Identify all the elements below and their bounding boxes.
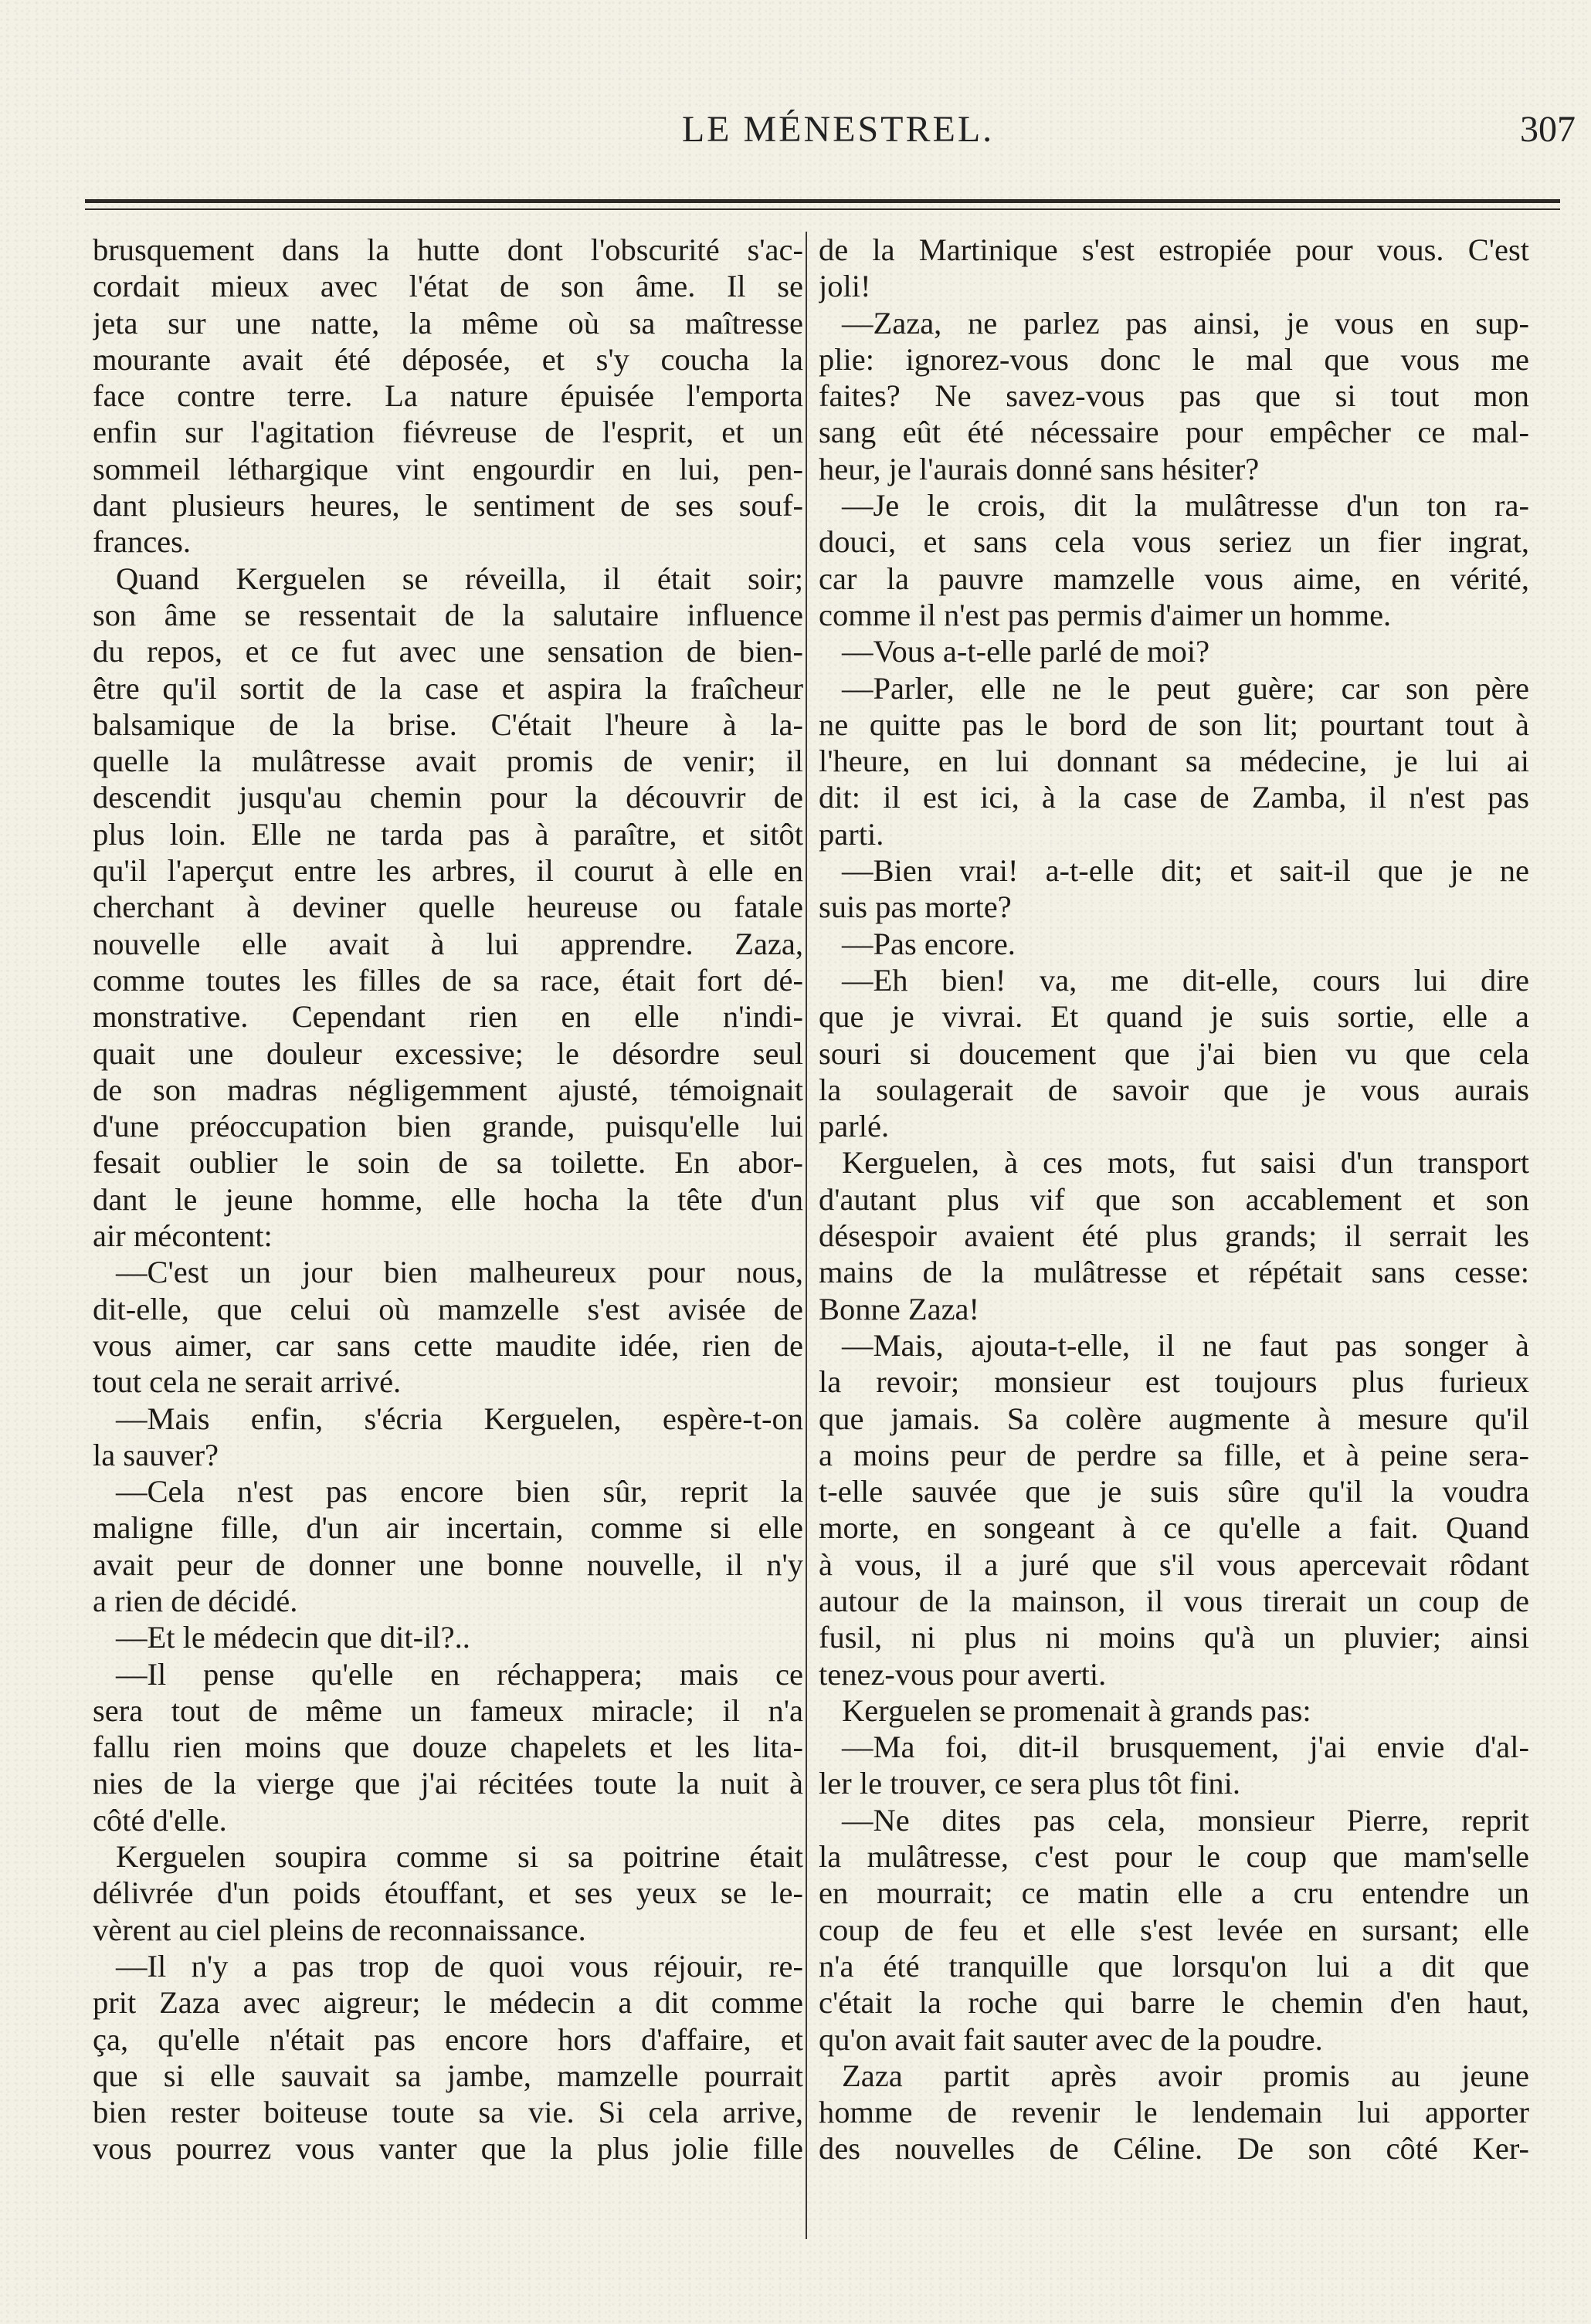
text-line: souri si doucement que j'ai bien vu que cela [819, 1035, 1529, 1071]
text-line: tout cela ne serait arrivé. [93, 1364, 402, 1400]
page-number: 307 [1520, 109, 1576, 150]
text-line: face contre terre. La nature épuisée l'emporta [93, 378, 803, 414]
text-line: la soulagerait de savoir que je vous aurais [819, 1072, 1529, 1107]
header-rule-thick [85, 199, 1560, 203]
text-line: —Bien vrai! a-t-elle dit; et sait-il que je ne [842, 853, 1529, 889]
text-line: à vous, il a juré que s'il vous apercevait rôdant [819, 1547, 1529, 1582]
text-line: tenez-vous pour averti. [819, 1656, 1107, 1692]
text-line: comme il n'est pas permis d'aimer un homme. [819, 597, 1392, 632]
text-line: de son madras négligemment ajusté, témoignait [93, 1072, 803, 1107]
text-line: en mourrait; ce matin elle a cru entendre un [819, 1875, 1529, 1911]
header-rule-thin [85, 208, 1560, 210]
text-line: prit Zaza avec aigreur; le médecin a dit comme [93, 1985, 803, 2021]
text-line: a moins peur de perdre sa fille, et à peine sera- [819, 1437, 1529, 1472]
right-column [819, 232, 1529, 2167]
text-line: —Ma foi, dit-il brusquement, j'ai envie d'al- [842, 1729, 1529, 1765]
text-line: autour de la mainson, il vous tirerait un coup de [819, 1583, 1529, 1618]
text-line: —C'est un jour bien malheureux pour nous, [116, 1255, 803, 1290]
text-line: mourante avait été déposée, et s'y coucha la [93, 341, 803, 377]
text-line: quait une douleur excessive; le désordre seul [93, 1035, 803, 1071]
text-line: n'a été tranquille que lorsqu'on lui a dit que [819, 1948, 1529, 1984]
text-line: monstrative. Cependant rien en elle n'indi- [93, 999, 803, 1035]
text-line: délivrée d'un poids étouffant, et ses yeux se le- [93, 1875, 803, 1911]
text-line: Zaza partit après avoir promis au jeune [842, 2058, 1529, 2093]
text-line: homme de revenir le lendemain lui apporter [819, 2095, 1529, 2130]
text-line: côté d'elle. [93, 1802, 227, 1838]
text-line: fallu rien moins que douze chapelets et les lita- [93, 1729, 803, 1765]
text-line: Quand Kerguelen se réveilla, il était soir; [116, 561, 803, 596]
text-line: dit: il est ici, à la case de Zamba, il n'est pas [819, 780, 1529, 815]
text-line: brusquement dans la hutte dont l'obscurité s'ac- [93, 232, 803, 267]
text-line: bien rester boiteuse toute sa vie. Si cela arrive, [93, 2095, 803, 2130]
text-line: car la pauvre mamzelle vous aime, en vérité, [819, 561, 1529, 596]
text-line: —Cela n'est pas encore bien sûr, reprit la [116, 1474, 803, 1509]
text-line: la sauver? [93, 1437, 219, 1472]
text-line: fesait oublier le soin de sa toilette. En abor- [93, 1145, 803, 1181]
text-line: du repos, et ce fut avec une sensation de bien- [93, 634, 803, 669]
text-line: morte, en songeant à ce qu'elle a fait. Quand [819, 1510, 1529, 1546]
text-line: coup de feu et elle s'est levée en sursant; elle [819, 1912, 1529, 1947]
text-line: dant le jeune homme, elle hocha la tête d'un [93, 1181, 803, 1217]
text-line: balsamique de la brise. C'était l'heure à la- [93, 706, 803, 742]
text-line: que je vivrai. Et quand je suis sortie, elle a [819, 999, 1529, 1035]
text-line: nies de la vierge que j'ai récitées toute la nuit à [93, 1766, 803, 1801]
text-line: descendit jusqu'au chemin pour la découvrir de [93, 780, 803, 815]
text-line: que si elle sauvait sa jambe, mamzelle pourrait [93, 2058, 803, 2093]
text-line: jeta sur une natte, la même où sa maîtresse [93, 305, 803, 340]
text-line: que jamais. Sa colère augmente à mesure qu'il [819, 1401, 1529, 1436]
text-line: Kerguelen soupira comme si sa poitrine était [116, 1839, 803, 1875]
left-column [93, 232, 803, 2167]
text-line: son âme se ressentait de la salutaire influence [93, 597, 803, 632]
text-line: douci, et sans cela vous seriez un fier ingrat, [819, 524, 1529, 560]
text-line: —Il pense qu'elle en réchappera; mais ce [116, 1656, 803, 1692]
text-line: parti. [819, 816, 884, 852]
text-line: —Je le crois, dit la mulâtresse d'un ton ra- [842, 488, 1529, 523]
text-line: faites? Ne savez-vous pas que si tout mon [819, 378, 1529, 414]
text-line: mains de la mulâtresse et répétait sans cesse: [819, 1255, 1529, 1290]
column-divider [806, 232, 807, 2239]
text-line: —Vous a-t-elle parlé de moi? [842, 634, 1210, 669]
text-line: sera tout de même un fameux miracle; il n'a [93, 1692, 803, 1728]
text-line: plus loin. Elle ne tarda pas à paraître, et sitôt [93, 816, 803, 852]
text-line: t-elle sauvée que je suis sûre qu'il la voudra [819, 1474, 1529, 1509]
text-line: sang eût été nécessaire pour empêcher ce mal- [819, 415, 1529, 450]
text-line: c'était la roche qui barre le chemin d'en haut, [819, 1985, 1529, 2021]
text-line: suis pas morte? [819, 889, 1012, 925]
text-line: dant plusieurs heures, le sentiment de ses souf- [93, 488, 803, 523]
text-line: frances. [93, 524, 192, 560]
text-line: avait peur de donner une bonne nouvelle, il n'y [93, 1547, 803, 1582]
text-line: —Mais enfin, s'écria Kerguelen, espère-t-on [116, 1401, 803, 1436]
text-line: cherchant à deviner quelle heureuse ou fatale [93, 889, 803, 925]
text-line: joli! [819, 269, 871, 304]
text-line: —Zaza, ne parlez pas ainsi, je vous en sup- [842, 305, 1529, 340]
text-line: enfin sur l'agitation fiévreuse de l'esprit, et un [93, 415, 803, 450]
text-line: —Parler, elle ne le peut guère; car son père [842, 670, 1529, 706]
text-line: Bonne Zaza! [819, 1291, 980, 1326]
text-line: plie: ignorez-vous donc le mal que vous me [819, 341, 1529, 377]
text-line: Kerguelen se promenait à grands pas: [842, 1692, 1311, 1728]
text-line: a rien de décidé. [93, 1583, 298, 1618]
text-line: d'une préoccupation bien grande, puisqu'elle lui [93, 1109, 803, 1144]
text-line: cordait mieux avec l'état de son âme. Il se [93, 269, 803, 304]
text-line: maligne fille, d'un air incertain, comme si elle [93, 1510, 803, 1546]
text-line: vèrent au ciel pleins de reconnaissance. [93, 1912, 586, 1947]
text-line: fusil, ni plus ni moins qu'à un pluvier; ainsi [819, 1620, 1529, 1655]
text-line: ne quitte pas le bord de son lit; pourtant tout à [819, 706, 1529, 742]
text-line: des nouvelles de Céline. De son côté Ker- [819, 2131, 1529, 2166]
text-line: qu'on avait fait sauter avec de la poudre. [819, 2021, 1323, 2057]
text-line: air mécontent: [93, 1218, 273, 1254]
text-line: de la Martinique s'est estropiée pour vous. C'est [819, 232, 1529, 267]
text-line: comme toutes les filles de sa race, était fort dé- [93, 962, 803, 998]
text-line: —Et le médecin que dit-il?.. [116, 1620, 470, 1655]
text-line: sommeil léthargique vint engourdir en lui, pen- [93, 451, 803, 486]
text-line: parlé. [819, 1109, 890, 1144]
newspaper-title: LE MÉNESTREL. [681, 109, 995, 150]
text-line: —Mais, ajouta-t-elle, il ne faut pas songer à [842, 1327, 1529, 1363]
text-line: la revoir; monsieur est toujours plus furieux [819, 1364, 1529, 1400]
page-header [85, 108, 1591, 162]
text-line: nouvelle elle avait à lui apprendre. Zaza, [93, 926, 803, 961]
text-line: vous pourrez vous vanter que la plus jolie fille [93, 2131, 803, 2166]
text-line: la mulâtresse, c'est pour le coup que mam'selle [819, 1839, 1529, 1875]
text-line: d'autant plus vif que son accablement et son [819, 1181, 1529, 1217]
text-line: l'heure, en lui donnant sa médecine, je lui ai [819, 744, 1529, 779]
text-line: qu'il l'aperçut entre les arbres, il courut à elle en [93, 853, 803, 889]
text-line: quelle la mulâtresse avait promis de venir; il [93, 744, 803, 779]
text-line: ça, qu'elle n'était pas encore hors d'affaire, et [93, 2021, 803, 2057]
text-line: ler le trouver, ce sera plus tôt fini. [819, 1766, 1241, 1801]
text-line: désespoir avaient été plus grands; il serrait les [819, 1218, 1529, 1254]
text-line: vous aimer, car sans cette maudite idée, rien de [93, 1327, 803, 1363]
text-line: dit-elle, que celui où mamzelle s'est avisée de [93, 1291, 803, 1326]
text-line: —Eh bien! va, me dit-elle, cours lui dire [842, 962, 1529, 998]
text-line: Kerguelen, à ces mots, fut saisi d'un transport [842, 1145, 1529, 1181]
text-line: —Il n'y a pas trop de quoi vous réjouir, re- [116, 1948, 803, 1984]
text-line: —Ne dites pas cela, monsieur Pierre, reprit [842, 1802, 1529, 1838]
text-line: —Pas encore. [842, 926, 1016, 961]
text-line: être qu'il sortit de la case et aspira la fraîcheur [93, 670, 803, 706]
text-line: heur, je l'aurais donné sans hésiter? [819, 451, 1260, 486]
